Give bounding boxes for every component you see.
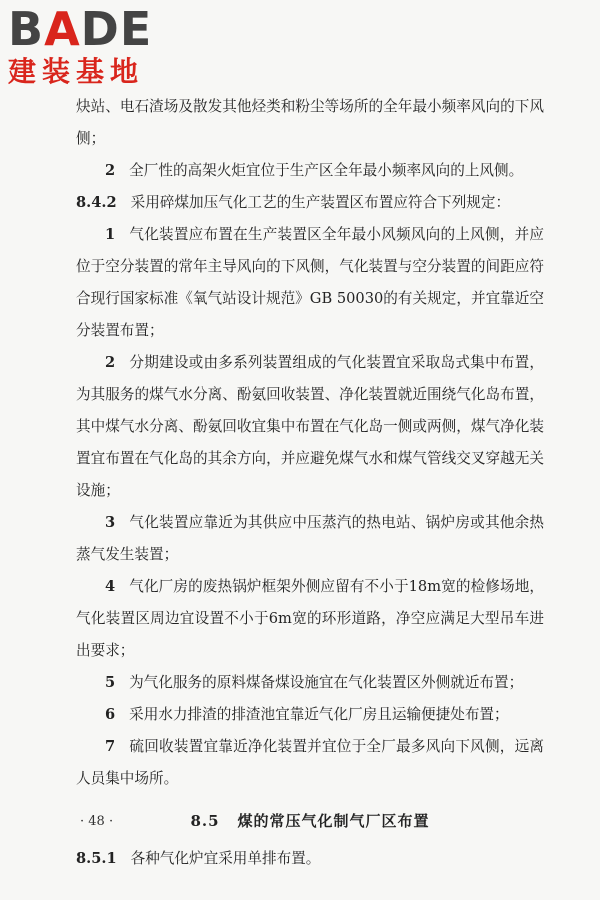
item-number: 3	[105, 514, 116, 531]
item-number: 7	[105, 738, 116, 755]
list-item	[76, 571, 544, 667]
section-number: 8.5	[190, 812, 220, 830]
item-text: 采用水力排渣的排渣池宜靠近气化厂房且运输便捷处布置；	[129, 706, 509, 723]
item-number: 5	[105, 674, 116, 691]
logo-letter-accent: A	[44, 2, 81, 56]
item-number: 6	[105, 706, 116, 723]
section-heading-8-5	[76, 805, 544, 837]
list-item	[76, 699, 544, 731]
clause-8-5-1	[76, 843, 544, 875]
clause-text: 各种气化炉宜采用单排布置。	[130, 850, 321, 867]
item-number: 2	[105, 354, 116, 371]
list-item	[76, 219, 544, 347]
item-text: 气化装置应靠近为其供应中压蒸汽的热电站、锅炉房或其他余热蒸气发生装置；	[76, 514, 544, 563]
page-number: · 48 ·	[80, 814, 114, 829]
item-text: 全厂性的高架火炬宜位于生产区全年最小频率风向的上风侧。	[129, 162, 524, 179]
item-number: 2	[105, 162, 116, 179]
list-item	[76, 507, 544, 571]
item-text: 气化装置应布置在生产装置区全年最小风频风向的上风侧，并应位于空分装置的常年主导风向的下风侧，气化装置与空分装置的间距应符合现行国家标准《氧气站设计规范》GB 50030的有关规定，并宜靠近空分装置布置；	[76, 226, 544, 339]
section-title: 煤的常压气化制气厂区布置	[237, 812, 430, 830]
clause-text: 采用碎煤加压气化工艺的生产装置区布置应符合下列规定：	[130, 194, 511, 211]
list-item	[76, 667, 544, 699]
item-text: 气化厂房的废热锅炉框架外侧应留有不小于18m宽的检修场地，气化装置区周边宜设置不小于6m宽的环形道路，净空应满足大型吊车进出要求；	[76, 578, 544, 659]
logo-wordmark	[8, 4, 188, 54]
continuation-paragraph: 炔站、电石渣场及散发其他烃类和粉尘等场所的全年最小频率风向的下风侧；	[76, 98, 544, 147]
list-item	[76, 731, 544, 795]
document-body	[76, 91, 544, 875]
item-text: 分期建设或由多系列装置组成的气化装置宜采取岛式集中布置，为其服务的煤气水分离、酚氨回收装置、净化装置就近围绕气化岛布置，其中煤气水分离、酚氨回收宜集中布置在气化岛一侧或两侧，煤气净化装置宜布置在气化岛的其余方向，并应避免煤气水和煤气管线交叉穿越无关设施；	[76, 354, 544, 499]
item-text: 硫回收装置宜靠近净化装置并宜位于全厂最多风向下风侧，远离人员集中场所。	[76, 738, 544, 787]
clause-8-4-2	[76, 187, 544, 219]
item-text: 为气化服务的原料煤备煤设施宜在气化装置区外侧就近布置；	[129, 674, 524, 691]
clause-number: 8.4.2	[76, 194, 117, 211]
logo-letters-post: DE	[80, 2, 153, 56]
list-item	[76, 347, 544, 507]
item-8-4-1-2	[76, 155, 544, 187]
logo-letters-pre: B	[8, 2, 45, 56]
item-number: 1	[105, 226, 116, 243]
item-number: 4	[105, 578, 116, 595]
clause-number: 8.5.1	[76, 850, 117, 867]
logo	[8, 4, 188, 88]
logo-subtitle: 建装基地	[8, 55, 145, 88]
